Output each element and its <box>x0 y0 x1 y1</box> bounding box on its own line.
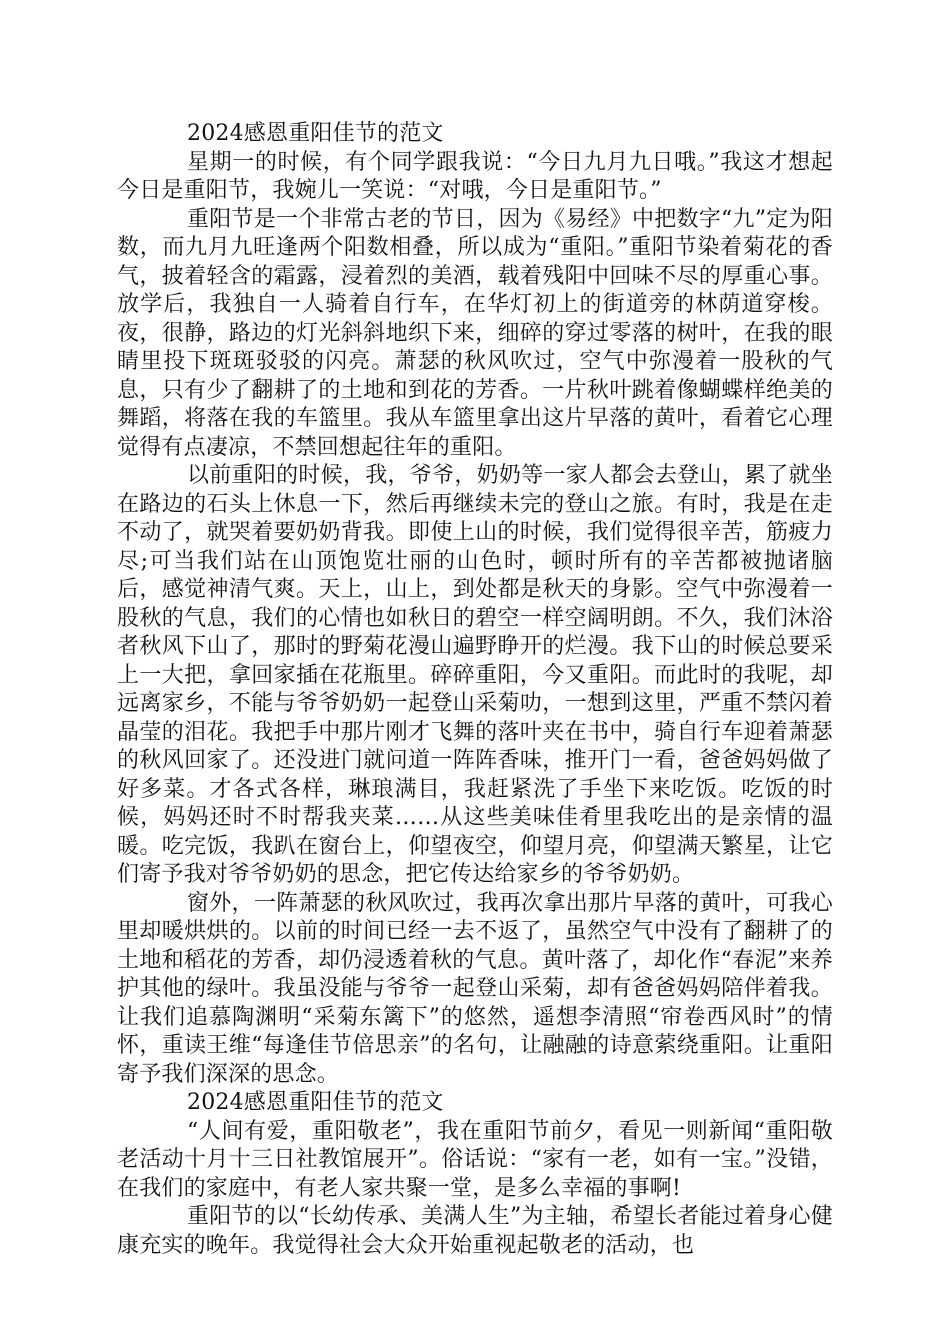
section-title: 2024感恩重阳佳节的范文 <box>187 121 444 146</box>
body-paragraph: “人间有爱，重阳敬老”，我在重阳节前夕，看见一则新闻“重阳敬老活动十月十三日社教馆展开”。俗话说：“家有一老，如有一宝。”没错，在我们的家庭中，有老人家共聚一堂，是多么幸福的事啊! <box>117 1118 833 1201</box>
body-paragraph: 窗外，一阵萧瑟的秋风吹过，我再次拿出那片早落的黄叶，可我心里却暖烘烘的。以前的时间已经一去不返了，虽然空气中没有了翻耕了的土地和稻花的芳香，却仍浸透着秋的气息。黄叶落了，却化作“春泥”来养护其他的绿叶。我虽没能与爷爷一起登山采菊，却有爸爸妈妈陪伴着我。让我们追慕陶渊明“采菊东篱下”的悠然，遥想李清照“帘卷西风时”的情怀，重读王维“每逢佳节倍思亲”的名句，让融融的诗意萦绕重阳。让重阳寄予我们深深的思念。 <box>117 890 833 1087</box>
document-body <box>117 120 833 1260</box>
section-title: 2024感恩重阳佳节的范文 <box>187 1090 444 1115</box>
body-paragraph: 重阳节的以“长幼传承、美满人生”为主轴，希望长者能过着身心健康充实的晚年。我觉得社会大众开始重视起敬老的活动，也 <box>117 1204 833 1258</box>
body-paragraph: 星期一的时候，有个同学跟我说：“今日九月九日哦。”我这才想起今日是重阳节，我婉儿一笑说：“对哦，今日是重阳节。” <box>117 149 833 203</box>
body-paragraph: 以前重阳的时候，我，爷爷，奶奶等一家人都会去登山，累了就坐在路边的石头上休息一下，然后再继续未完的登山之旅。有时，我是在走不动了，就哭着要奶奶背我。即使上山的时候，我们觉得很辛苦，筋疲力尽;可当我们站在山顶饱览壮丽的山色时，顿时所有的辛苦都被抛诸脑后，感觉神清气爽。天上，山上，到处都是秋天的身影。空气中弥漫着一股秋的气息，我们的心情也如秋日的碧空一样空阔明朗。不久，我们沐浴者秋风下山了，那时的野菊花漫山遍野睁开的烂漫。我下山的时候总要采上一大把，拿回家插在花瓶里。碎碎重阳，今又重阳。而此时的我呢，却远离家乡，不能与爷爷奶奶一起登山采菊叻，一想到这里，严重不禁闪着晶莹的泪花。我把手中那片刚才飞舞的落叶夹在书中，骑自行车迎着萧瑟的秋风回家了。还没进门就问道一阵阵香味，推开门一看，爸爸妈妈做了好多菜。才各式各样，琳琅满目，我赶紧洗了手坐下来吃饭。吃饭的时候，妈妈还时不时帮我夹菜……从这些美味佳肴里我吃出的是亲情的温暖。吃完饭，我趴在窗台上，仰望夜空，仰望月亮，仰望满天繁星，让它们寄予我对爷爷奶奶的思念，把它传达给家乡的爷爷奶奶。 <box>117 463 833 887</box>
body-paragraph: 重阳节是一个非常古老的节日，因为《易经》中把数字“九”定为阳数，而九月九旺逢两个阳数相叠，所以成为“重阳。”重阳节染着菊花的香气，披着轻含的霜露，浸着烈的美酒，载着残阳中回味不尽的厚重心事。放学后，我独自一人骑着自行车，在华灯初上的街道旁的林荫道穿梭。夜，很静，路边的灯光斜斜地织下来，细碎的穿过零落的树叶，在我的眼睛里投下斑斑驳驳的闪亮。萧瑟的秋风吹过，空气中弥漫着一股秋的气息，只有少了翻耕了的土地和到花的芳香。一片秋叶跳着像蝴蝶样绝美的舞蹈，将落在我的车篮里。我从车篮里拿出这片早落的黄叶，看着它心理觉得有点凄凉，不禁回想起往年的重阳。 <box>117 206 833 460</box>
